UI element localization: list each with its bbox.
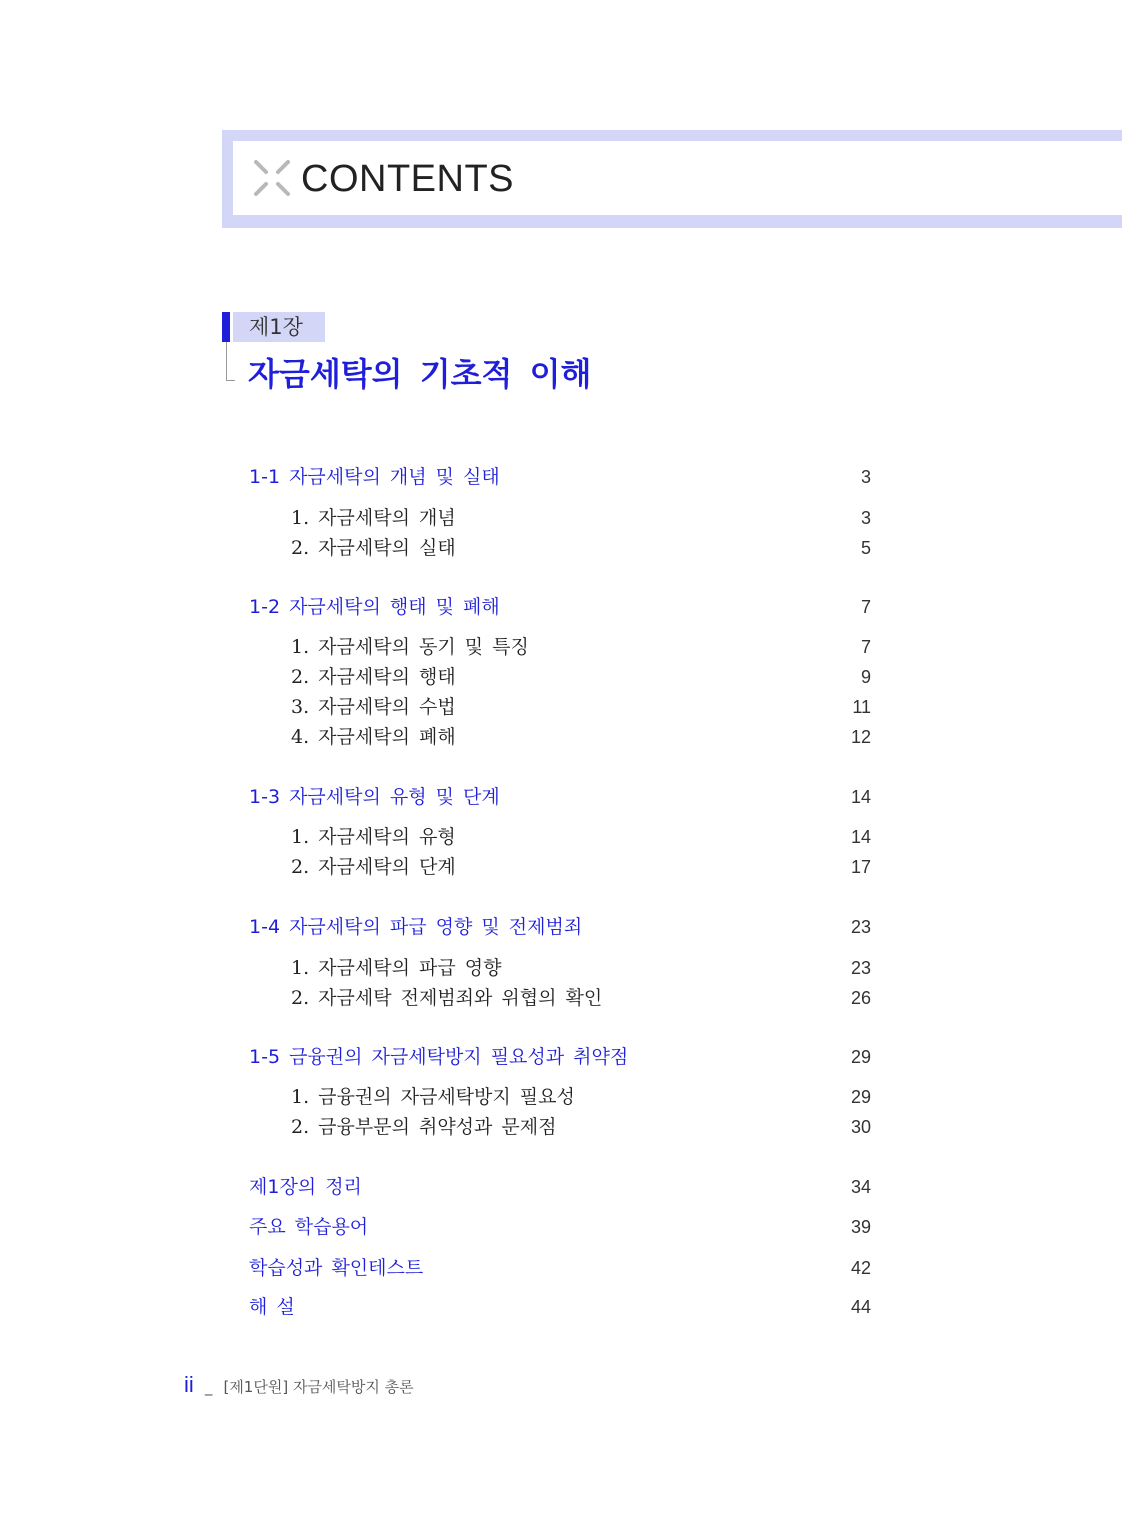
toc-entry-page: 30	[850, 1117, 871, 1137]
toc-entry-title: 주요 학습용어	[249, 1216, 369, 1238]
toc-entry-page: 26	[850, 988, 871, 1008]
toc-entry-title: 1. 자금세탁의 동기 및 특징	[291, 636, 529, 658]
toc-entry-page: 42	[850, 1258, 871, 1278]
toc-subsection-entry[interactable]	[291, 633, 871, 661]
chapter-title: 자금세탁의 기초적 이해	[248, 355, 592, 393]
toc-section-entry[interactable]	[249, 783, 871, 811]
toc-entry-page: 44	[850, 1297, 871, 1317]
toc-section-entry[interactable]	[249, 1173, 871, 1201]
toc-entry-title: 1. 금융권의 자금세탁방지 필요성	[291, 1086, 575, 1108]
toc-entry-title: 1-2 자금세탁의 행태 및 폐해	[249, 596, 500, 618]
toc-entry-title: 1-3 자금세탁의 유형 및 단계	[249, 786, 500, 808]
toc-entry-title: 2. 자금세탁 전제범죄와 위협의 확인	[291, 987, 603, 1009]
page-title: CONTENTS	[301, 158, 514, 200]
toc-entry-page: 34	[850, 1177, 871, 1197]
toc-entry-title: 2. 금융부문의 취약성과 문제점	[291, 1116, 557, 1138]
toc-subsection-entry[interactable]	[291, 693, 871, 721]
toc-section-entry[interactable]	[249, 1043, 871, 1071]
toc-subsection-entry[interactable]	[291, 1083, 871, 1111]
toc-subsection-entry[interactable]	[291, 984, 871, 1012]
toc-entry-page: 5	[860, 538, 871, 558]
toc-entry-page: 3	[860, 508, 871, 528]
toc-entry-title: 해 설	[249, 1296, 295, 1318]
toc-entry-page: 11	[852, 697, 871, 717]
toc-subsection-entry[interactable]	[291, 823, 871, 851]
toc-entry-title: 2. 자금세탁의 실태	[291, 537, 456, 559]
chapter-bracket	[226, 342, 235, 381]
footer-page-number: ii	[184, 1372, 194, 1397]
toc-section-entry[interactable]	[249, 913, 871, 941]
toc-entry-page: 9	[860, 667, 871, 687]
toc-entry-page: 29	[850, 1047, 871, 1067]
toc-section-entry[interactable]	[249, 463, 871, 491]
toc-subsection-entry[interactable]	[291, 534, 871, 562]
toc-entry-page: 29	[850, 1087, 871, 1107]
toc-entry-page: 23	[850, 917, 871, 937]
toc-entry-page: 3	[860, 467, 871, 487]
toc-entry-title: 1. 자금세탁의 파급 영향	[291, 957, 502, 979]
toc-section-entry[interactable]	[249, 1293, 871, 1321]
toc-entry-page: 14	[850, 827, 871, 847]
toc-entry-title: 2. 자금세탁의 행태	[291, 666, 456, 688]
toc-subsection-entry[interactable]	[291, 663, 871, 691]
toc-entry-page: 14	[850, 787, 871, 807]
toc-entry-title: 1. 자금세탁의 유형	[291, 826, 456, 848]
toc-entry-page: 39	[850, 1217, 871, 1237]
toc-section-entry[interactable]	[249, 1254, 871, 1282]
toc-entry-title: 1-1 자금세탁의 개념 및 실태	[249, 466, 500, 488]
chapter-marker	[222, 312, 230, 342]
footer-unit-title: [제1단원] 자금세탁방지 총론	[223, 1378, 414, 1396]
toc-section-entry[interactable]	[249, 1213, 871, 1241]
toc-entry-title: 1. 자금세탁의 개념	[291, 507, 456, 529]
toc-subsection-entry[interactable]	[291, 504, 871, 532]
toc-entry-title: 3. 자금세탁의 수법	[291, 696, 456, 718]
toc-entry-title: 2. 자금세탁의 단계	[291, 856, 456, 878]
toc-entry-title: 제1장의 정리	[249, 1176, 362, 1198]
toc-subsection-entry[interactable]	[291, 723, 871, 751]
toc-entry-page: 7	[860, 637, 871, 657]
toc-entry-page: 7	[860, 597, 871, 617]
chapter-label: 제1장	[249, 315, 303, 339]
toc-entry-page: 12	[850, 727, 871, 747]
page-footer	[184, 1372, 414, 1400]
toc-entry-page: 23	[850, 958, 871, 978]
toc-entry-page: 17	[850, 857, 871, 877]
toc-subsection-entry[interactable]	[291, 954, 871, 982]
footer-separator: _	[204, 1378, 213, 1396]
toc-subsection-entry[interactable]	[291, 1113, 871, 1141]
toc-section-entry[interactable]	[249, 593, 871, 621]
cross-arrows-icon	[252, 158, 292, 198]
toc-entry-title: 4. 자금세탁의 폐해	[291, 726, 456, 748]
toc-entry-title: 1-5 금융권의 자금세탁방지 필요성과 취약점	[249, 1046, 629, 1068]
toc-entry-title: 1-4 자금세탁의 파급 영향 및 전제범죄	[249, 916, 583, 938]
toc-subsection-entry[interactable]	[291, 853, 871, 881]
toc-entry-title: 학습성과 확인테스트	[249, 1257, 424, 1279]
